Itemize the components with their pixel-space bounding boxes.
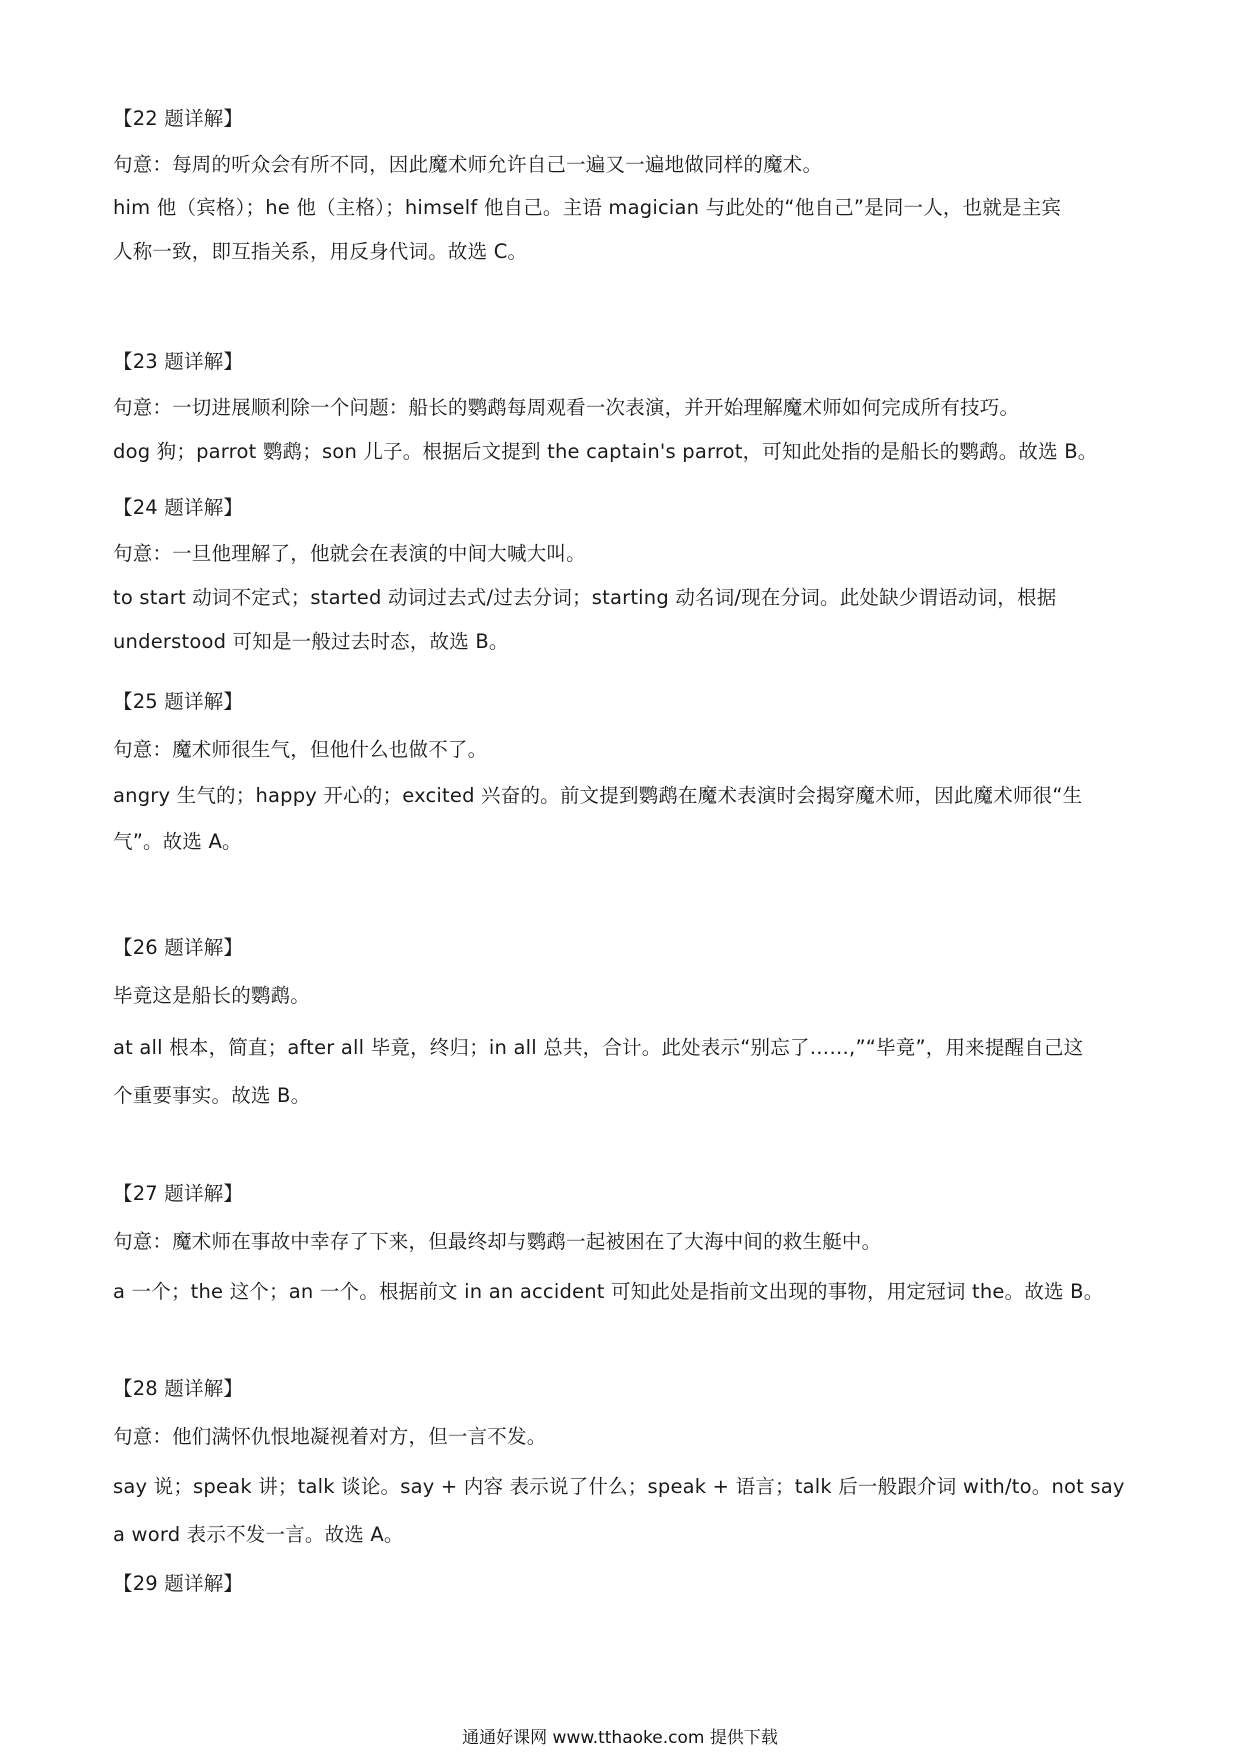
section-23-line-2: dog 狗；parrot 鹦鹉；son 儿子。根据后文提到 the captain's parrot，可知此处指的是船长的鹦鹉。故选 B。 xyxy=(113,440,1098,463)
section-25-line-1: 句意：魔术师很生气，但他什么也做不了。 xyxy=(113,738,488,761)
section-24-line-1: 句意：一旦他理解了，他就会在表演的中间大喊大叫。 xyxy=(113,542,586,565)
section-27-heading: 【27 题详解】 xyxy=(113,1182,244,1205)
section-27-line-2: a 一个；the 这个；an 一个。根据前文 in an accident 可知此处是指前文出现的事物，用定冠词 the。故选 B。 xyxy=(113,1280,1104,1303)
section-23-heading: 【23 题详解】 xyxy=(113,350,244,373)
section-26-line-2: at all 根本，简直；after all 毕竟，终归；in all 总共，合计。此处表示“别忘了……,”“毕竟”，用来提醒自己这 xyxy=(113,1036,1084,1059)
section-25-heading: 【25 题详解】 xyxy=(113,690,244,713)
section-24-line-3: understood 可知是一般过去时态，故选 B。 xyxy=(113,630,509,653)
page-footer: 通通好课网 www.tthaoke.com 提供下载 xyxy=(462,1728,778,1748)
section-22-line-2: him 他（宾格）；he 他（主格）；himself 他自己。主语 magician 与此处的“他自己”是同一人，也就是主宾 xyxy=(113,196,1062,219)
section-26-line-3: 个重要事实。故选 B。 xyxy=(113,1084,311,1107)
section-22-heading: 【22 题详解】 xyxy=(113,107,244,130)
section-28-line-2: say 说；speak 讲；talk 谈论。say + 内容 表示说了什么；speak + 语言；talk 后一般跟介词 with/to。not say xyxy=(113,1475,1125,1498)
section-28-line-1: 句意：他们满怀仇恨地凝视着对方，但一言不发。 xyxy=(113,1425,547,1448)
section-28-heading: 【28 题详解】 xyxy=(113,1377,244,1400)
section-29-heading: 【29 题详解】 xyxy=(113,1572,244,1595)
section-24-heading: 【24 题详解】 xyxy=(113,496,244,519)
section-22-line-3: 人称一致，即互指关系，用反身代词。故选 C。 xyxy=(113,240,528,263)
section-24-line-2: to start 动词不定式；started 动词过去式/过去分词；starting 动名词/现在分词。此处缺少谓语动词，根据 xyxy=(113,586,1057,609)
section-25-line-2: angry 生气的；happy 开心的；excited 兴奋的。前文提到鹦鹉在魔术表演时会揭穿魔术师，因此魔术师很“生 xyxy=(113,784,1083,807)
section-26-line-1: 毕竟这是船长的鹦鹉。 xyxy=(113,984,311,1007)
section-23-line-1: 句意：一切进展顺利除一个问题：船长的鹦鹉每周观看一次表演，并开始理解魔术师如何完成所有技巧。 xyxy=(113,396,1020,419)
section-28-line-3: a word 表示不发一言。故选 A。 xyxy=(113,1523,404,1546)
section-26-heading: 【26 题详解】 xyxy=(113,936,244,959)
section-22-line-1: 句意：每周的听众会有所不同，因此魔术师允许自己一遍又一遍地做同样的魔术。 xyxy=(113,153,823,176)
section-25-line-3: 气”。故选 A。 xyxy=(113,830,242,853)
section-27-line-1: 句意：魔术师在事故中幸存了下来，但最终却与鹦鹉一起被困在了大海中间的救生艇中。 xyxy=(113,1230,882,1253)
